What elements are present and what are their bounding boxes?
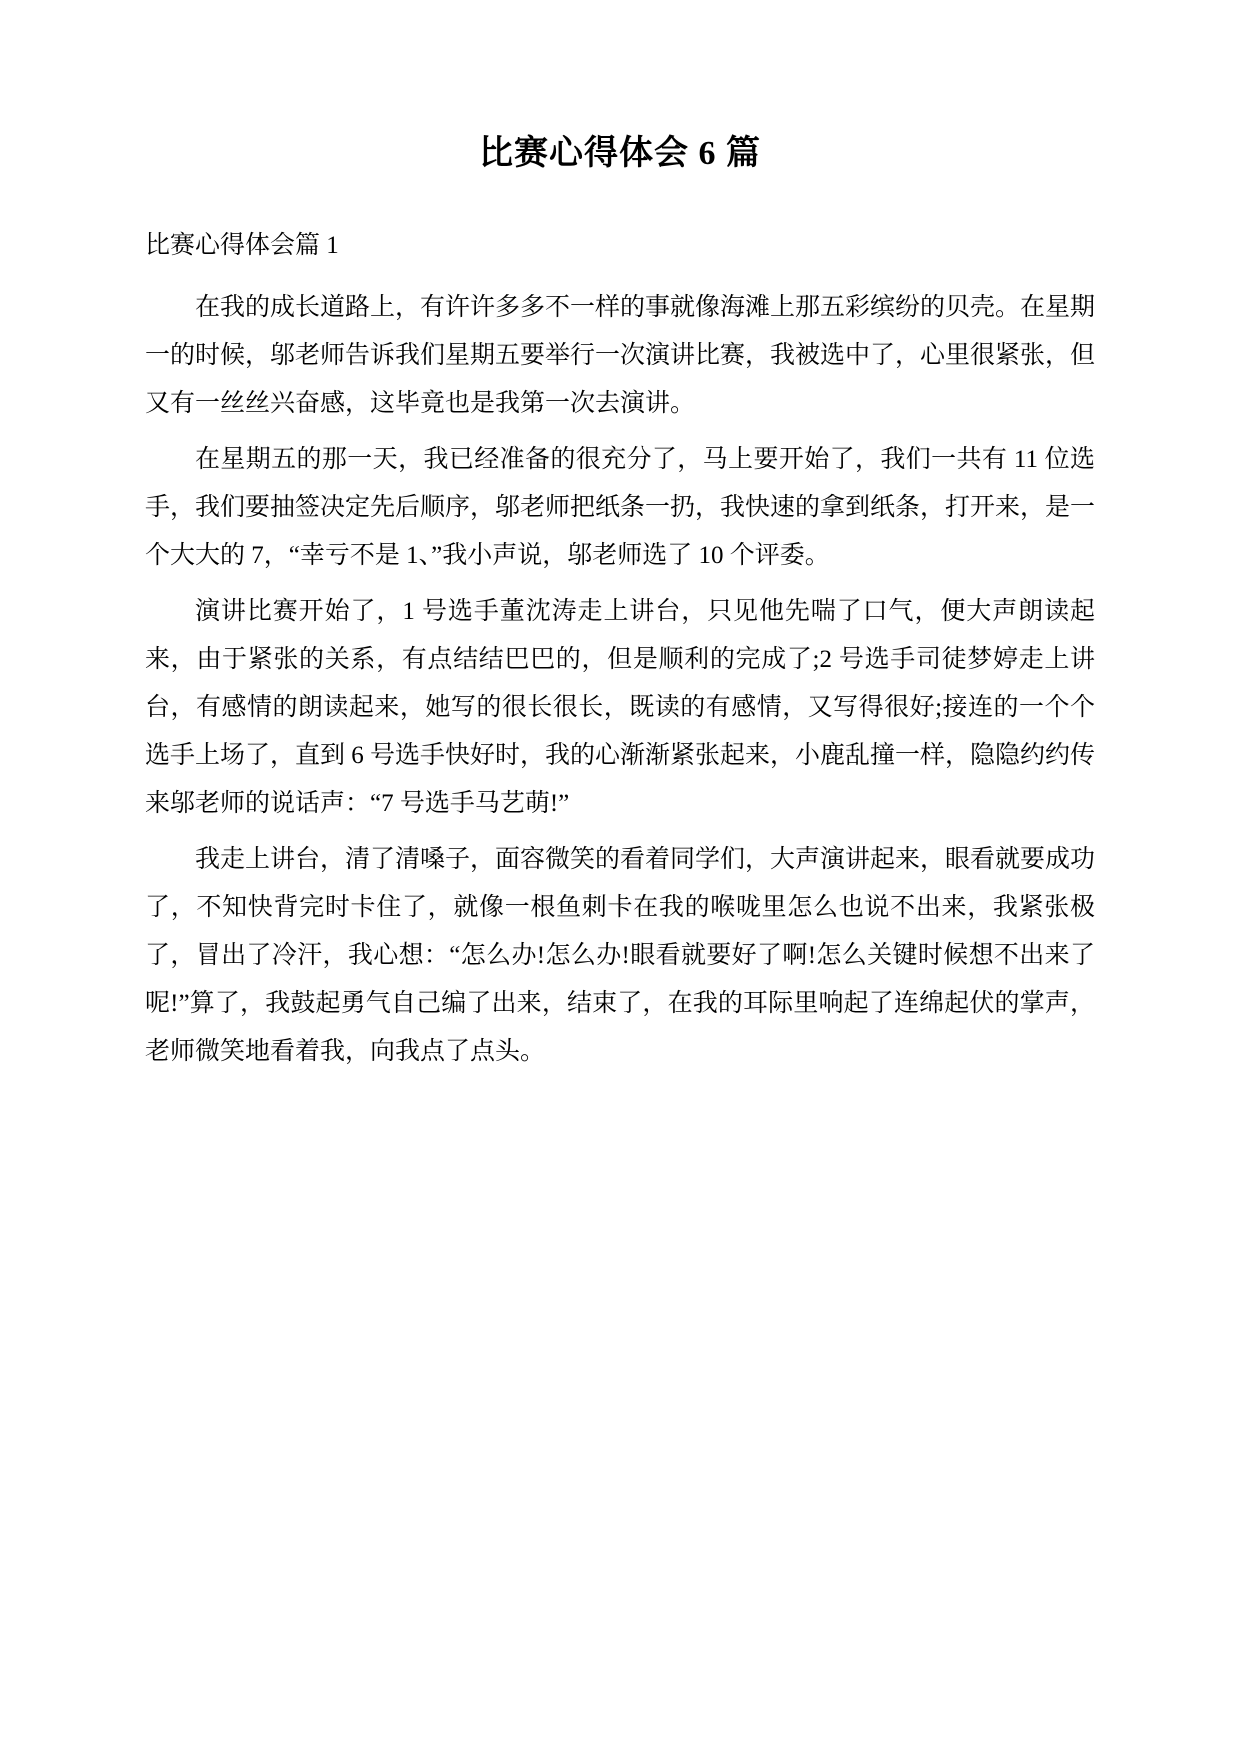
body-paragraph: 在星期五的那一天，我已经准备的很充分了，马上要开始了，我们一共有 11 位选手，我们要抽签决定先后顺序，邬老师把纸条一扔，我快速的拿到纸条，打开来，是一个大大的 7，“幸亏不是 1、”我小声说，邬老师选了 10 个评委。 [145, 445, 1096, 569]
body-paragraph: 演讲比赛开始了，1 号选手董沈涛走上讲台，只见他先喘了口气，便大声朗读起来，由于紧张的关系，有点结结巴巴的，但是顺利的完成了;2 号选手司徒梦婷走上讲台，有感情的朗读起来，她写的很长很长，既读的有感情，又写得很好;接连的一个个选手上场了，直到 6 号选手快好时，我的心渐渐紧张起来，小鹿乱撞一样，隐隐约约传来邬老师的说话声：“7 号选手马艺萌!” [145, 597, 1096, 817]
body-paragraph: 我走上讲台，清了清嗓子，面容微笑的看着同学们，大声演讲起来，眼看就要成功了，不知快背完时卡住了，就像一根鱼刺卡在我的喉咙里怎么也说不出来，我紧张极了，冒出了冷汗，我心想：“怎么办!怎么办!眼看就要好了啊!怎么关键时候想不出来了呢!”算了，我鼓起勇气自己编了出来，结束了，在我的耳际里响起了连绵起伏的掌声，老师微笑地看着我，向我点了点头。 [145, 845, 1096, 1065]
page-title: 比赛心得体会 6 篇 [479, 135, 761, 172]
body-paragraph: 在我的成长道路上，有许许多多不一样的事就像海滩上那五彩缤纷的贝壳。在星期一的时候，邬老师告诉我们星期五要举行一次演讲比赛，我被选中了，心里很紧张，但又有一丝丝兴奋感，这毕竟也是我第一次去演讲。 [145, 293, 1096, 417]
section-heading: 比赛心得体会篇 1 [145, 231, 339, 259]
